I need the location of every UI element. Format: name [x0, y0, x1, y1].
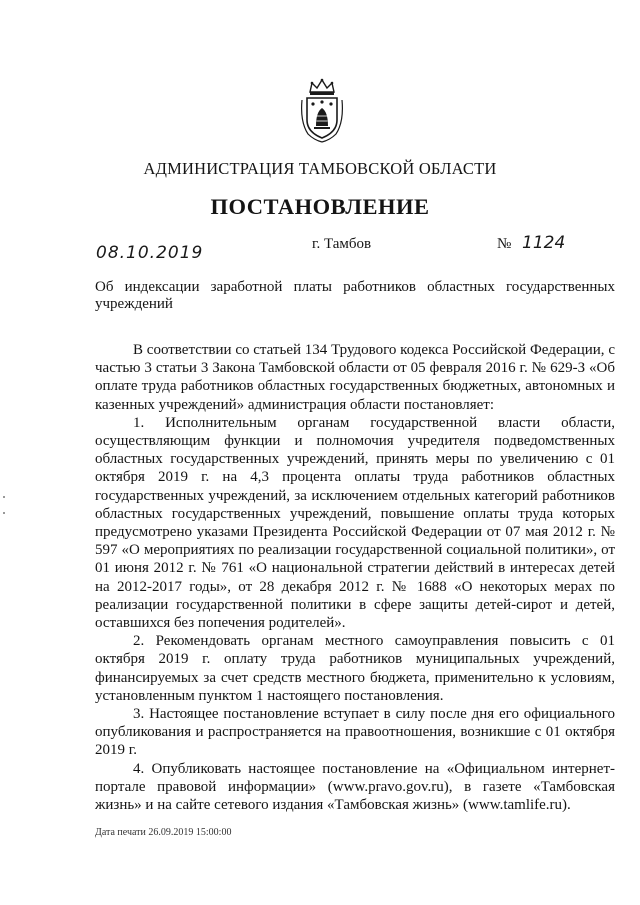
scan-edge-mark — [3, 512, 5, 514]
scan-edge-mark — [3, 496, 5, 498]
preamble-paragraph: В соответствии со статьей 134 Трудового кодекса Российской Федерации, с частью 3 статьи 3 Закона Тамбовской области от 05 февраля 2016 г. № 629-З «Об оплате труда работников областных государственных бюджетных, автономных и казенных учреждений» администрация области постановляет: — [95, 342, 615, 413]
print-date: Дата печати 26.09.2019 15:00:00 — [95, 827, 232, 838]
clause-paragraph: 4. Опубликовать настоящее постановление на «Официальном интернет-портале правовой информации» (www.pravo.gov.ru), в газете «Тамбовская жизнь» и на сайте сетевого издания «Тамбовская жизнь» (www.tamlife.ru). — [95, 760, 615, 814]
clause-paragraph: 3. Настоящее постановление вступает в силу после дня его официального опубликования и распространяется на правоотношения, возникшие с 01 октября 2019 г. — [95, 706, 615, 759]
organization-title: АДМИНИСТРАЦИЯ ТАМБОВСКОЙ ОБЛАСТИ — [143, 159, 497, 178]
number-label: № — [497, 236, 512, 252]
handwritten-date: 08.10.2019 — [96, 243, 204, 263]
clause-paragraph: 1. Исполнительным органам государственной власти области, осуществляющим функции и полномочия учредителя подведомственных областных государственных учреждений, принять меры по увеличению с 01 октября 2019 г. на 4,3 процента оплаты труда работников областных государственных учреждений, за исключением отдельных категорий работников областных государственных учреждений, повышение оплаты труда которых предусмотрено указами Президента Российской Федерации от 07 мая 2012 г. № 597 «О мероприятиях по реализации государственной социальной политики», от 01 июня 2012 г. № 761 «О национальной стратегии действий в интересах детей на 2012-2017 годы», от 28 декабря 2012 г. № 1688 «О некоторых мерах по реализации государственной политики в сфере защиты детей-сирот и детей, оставшихся без попечения родителей». — [95, 414, 615, 632]
document-subject: Об индексации заработной платы работников областных государственных учреждений — [95, 279, 615, 312]
document-body — [95, 341, 615, 814]
place-of-issue: г. Тамбов — [312, 236, 372, 252]
coat-of-arms-icon — [298, 78, 346, 144]
clause-paragraph: 2. Рекомендовать органам местного самоуправления повысить с 01 октября 2019 г. оплату труда работников муниципальных учреждений, финансируемых за счет средств местного бюджета, применительно к условиям, установленным пунктом 1 настоящего постановления. — [95, 633, 615, 704]
document-type-title: ПОСТАНОВЛЕНИЕ — [210, 194, 430, 219]
handwritten-number: 1124 — [522, 233, 566, 253]
